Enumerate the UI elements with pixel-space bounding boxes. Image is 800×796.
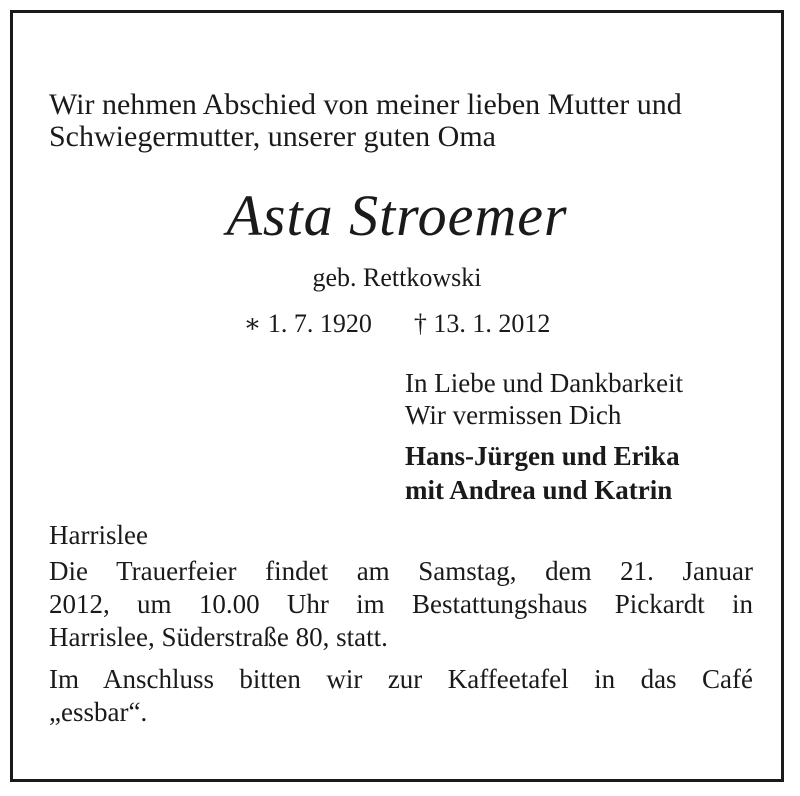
- service-line-1: Die Trauerfeier findet am Samstag, dem 21. Januar: [49, 556, 753, 586]
- intro-line-2: Schwiegermutter, unserer guten Oma: [49, 120, 496, 153]
- closing-line-2: Wir vermissen Dich: [405, 400, 622, 430]
- service-line-2: 2012, um 10.00 Uhr im Bestattungshaus Pickardt in: [49, 589, 753, 619]
- place: Harrislee: [49, 520, 148, 550]
- closing-line-1: In Liebe und Dankbarkeit: [405, 368, 684, 398]
- reception-line-2: „essbar“.: [49, 697, 148, 727]
- mourners-line-2: mit Andrea und Katrin: [405, 475, 673, 505]
- intro-line-1: Wir nehmen Abschied von meiner lieben Mutter und: [49, 88, 682, 121]
- life-dates: [13, 309, 781, 339]
- closing-text: [405, 367, 785, 431]
- deceased-name: Asta Stroemer: [226, 183, 568, 248]
- birth-name: geb. Rettkowski: [312, 263, 482, 292]
- death-date: † 13. 1. 2012: [413, 309, 551, 338]
- reception-text: [49, 663, 753, 729]
- funeral-service-text: [49, 555, 753, 654]
- mourners-line-1: Hans-Jürgen und Erika: [405, 441, 680, 471]
- obituary-notice: [10, 10, 784, 782]
- birth-date: ∗ 1. 7. 1920: [243, 309, 372, 338]
- mourners: [405, 439, 785, 507]
- intro-text: [49, 89, 769, 153]
- service-line-3: Harrislee, Süderstraße 80, statt.: [49, 622, 388, 652]
- reception-line-1: Im Anschluss bitten wir zur Kaffeetafel in das Café: [49, 664, 753, 694]
